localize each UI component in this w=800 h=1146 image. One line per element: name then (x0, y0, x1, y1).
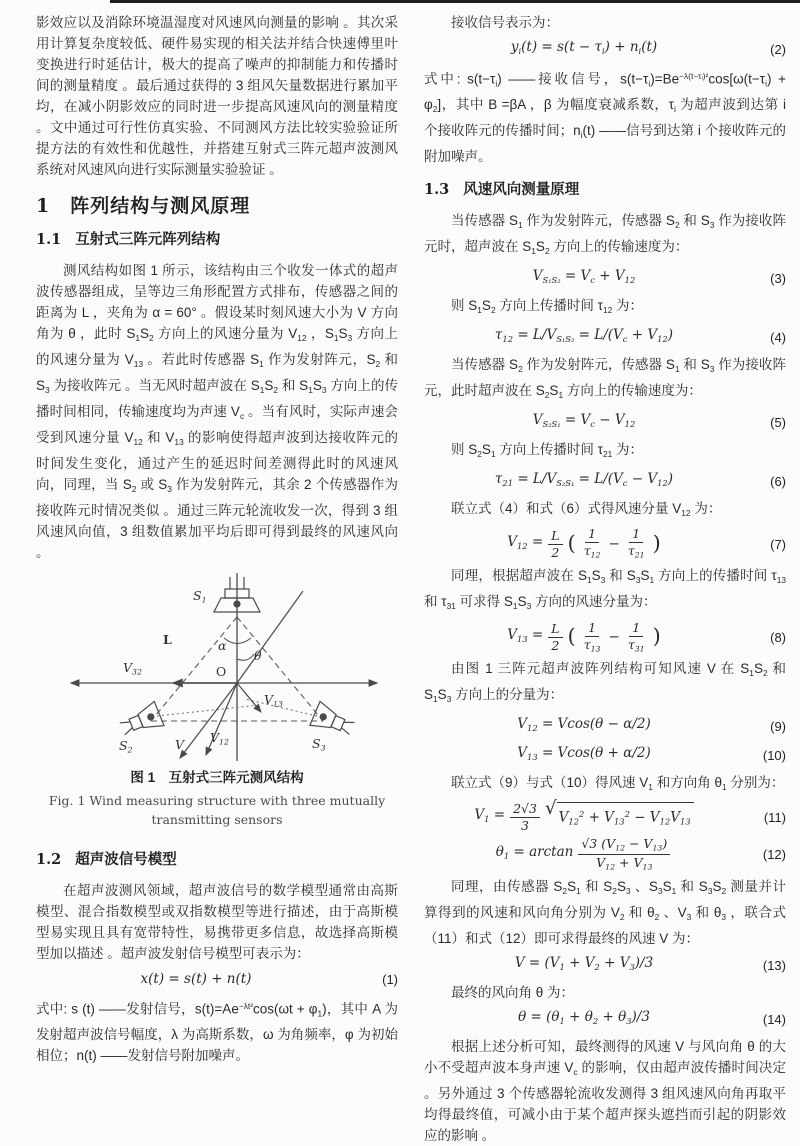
label-o: O (216, 663, 227, 679)
eq8-frac-l-over-2: $\frac{L}{2}$ (548, 622, 562, 653)
equation-5 (424, 410, 786, 435)
eq7-close-paren: ) (652, 530, 661, 555)
equation-14 (424, 1007, 786, 1032)
eq11-radical: √ $V_{12}^2 + V_{13}^2 - V_{12}V_{13}$ (545, 802, 694, 833)
page-top-rule (110, 0, 800, 3)
eq5-expression: $V_{S_2S_1} = V_c - V_{12}$ (532, 411, 636, 429)
eq4-expression: $\tau_{12} = L/V_{S_1S_2} = L/(V_c + V_{12})$ (494, 326, 674, 344)
section-1-2-title: 超声波信号模型 (75, 851, 177, 868)
eq10-expression: $V_{13} = Vcos(\theta + \alpha/2)$ (517, 744, 651, 762)
time21-paragraph: 则 $S_2S_1$ 方向上传播时间 $\tau_{21}$ 为： (451, 441, 644, 459)
eq8-frac-tau13: $\frac{1}{\tau_{13}}$ (583, 619, 601, 654)
continuation-paragraph: 影效应以及消除环境温湿度对风速风向测量的影响 。其次采用计算复杂度较低、硬件易实现的相关法并结合快速傅里叶变换进行时延估计，极大的提高了噪声的抑制能力和传播时间的测量精度 。最后通过获得的 3 组风矢量数据进行累加平均，在减小阴影效应的同时进一步提高风速风向的测量精度 。文中通过可行性仿真实验、不同测风方法比较实验验证所提方法的有效性和优越性，并搭建互射式三阵元超声波测风系统对风速风向进行实际测量实验验证 。 (36, 15, 398, 177)
eq7-frac-l-over-2: $\frac{L}{2}$ (548, 529, 562, 560)
eq9-expression: $V_{12} = Vcos(\theta - \alpha/2)$ (517, 715, 651, 733)
eq1-expression: x(t) = s(t) + n(t) (140, 971, 252, 988)
combine-9-10-paragraph: 联立式（9）与式（10）得风速 $V_1$ 和方向角 $\theta_1$ 分别为： (451, 774, 785, 792)
label-s1: $S_1$ (193, 587, 207, 605)
eq9-number: (9) (770, 718, 786, 734)
equation-10 (424, 743, 786, 768)
eq3-number: (3) (770, 271, 786, 287)
equation-2 (424, 37, 786, 62)
eq5-number: (5) (770, 414, 786, 430)
label-s3: $S_3$ (312, 735, 326, 753)
section-1-2-heading (36, 849, 398, 871)
time12-paragraph: 则 $S_1S_2$ 方向上传播时间 $\tau_{12}$ 为： (451, 298, 644, 315)
eq13-number: (13) (762, 958, 786, 974)
eq13-expression: $V = (V_1 + V_2 + V_3)/3$ (514, 955, 654, 973)
label-theta: θ (254, 647, 262, 663)
equation-7 (424, 527, 786, 560)
left-column (36, 12, 398, 1146)
eq7-frac-tau12: $\frac{1}{\tau_{12}}$ (583, 526, 601, 561)
section-1-3-number: 1.3 (424, 181, 450, 199)
eq10-number: (10) (762, 747, 786, 763)
eq8-open-paren: ( (567, 623, 576, 648)
eq11-number: (11) (763, 809, 786, 825)
eq12-frac: $\frac{√3 (V_{12} - V_{13})}{V_{12} + V_{13}}$ (578, 837, 670, 873)
signal-model-paragraph: 在超声波测风领域，超声波信号的数学模型通常由高斯模型、混合指数模型或双指数模型等进行描述，由于高斯模型易实现且具有宽带特性，易携带更多信息，故选择高斯模型加以描述 。超声波发射信号模型可表示为： (36, 882, 398, 961)
figure-1-caption-zh: 图 1 互射式三阵元测风结构 (130, 769, 304, 785)
right-column (424, 12, 786, 1146)
same-13-paragraph: 同理，根据超声波在 $S_1S_3$ 和 $S_3S_1$ 方向上的传播时间 $\tau_{13}$ 和 $\tau_{31}$ 可求得 $S_1S_3$ 方向的风速分量为： (424, 567, 786, 611)
figure-1-caption-en (36, 791, 398, 829)
eq4-number: (4) (770, 329, 786, 345)
equation-1 (36, 968, 398, 992)
eq11-frac: $\frac{2√3}{3}$ (510, 802, 540, 833)
array-structure-paragraph: 测风结构如图 1 所示，该结构由三个收发一体式的超声波传感器组成，呈等边三角形配置方式排布，传感器之间的距离为 L ，夹角为 α = 60° 。假设某时刻风速大小为 V 方向角为 θ ，此时 $S_1S_2$ 方向上的风速分量为 $V_{12}$ ，$S_1S_3$ 方向上的风速分量为 $V_{13}$ 。若此时传感器 $S_1$ 作为发射阵元，$S_2$ 和 $S_3$ 为接收阵元 。当无风时超声波在 $S_1S_2$ 和 $S_1S_3$ 方向上的传播时间相同，传输速度均为声速 $V_c$ 。当有风时，实际声速会受到风速分量 $V_{12}$ 和 $V_{13}$ 的影响使得超声波到达接收阵元的时间发生变化，通过产生的延迟时间差测得此时的风速风向，同理，当 $S_2$ 或 $S_3$ 作为发射阵元，其余 2 个传感器作为接收阵元时情况类似 。通过三阵元轮流收发一次，得到 3 组风速风向值，3 组数值累加平均后即可得到最终的风速风向 。 (36, 263, 398, 560)
eq8-minus: − (608, 628, 620, 645)
eq7-frac-tau21: $\frac{1}{\tau_{21}}$ (627, 526, 645, 561)
equation-6 (424, 469, 786, 494)
figure-1-caption-en-line1: Fig. 1 Wind measuring structure with three mutually (48, 792, 386, 808)
label-alpha: α (218, 637, 227, 653)
label-v12: $V_{12}$ (210, 729, 229, 747)
eq1-number: (1) (382, 972, 398, 988)
eq8-number: (8) (770, 629, 786, 645)
figure-1-caption-en-line2: transmitting sensors (151, 811, 283, 827)
theta-angle-arc (237, 654, 254, 660)
eq7-lhs: $V_{12}$ = (507, 533, 544, 551)
equation-12 (424, 837, 786, 873)
tx-s1-paragraph: 当传感器 $S_1$ 作为发射阵元，传感器 $S_2$ 和 $S_3$ 作为接收阵元时，超声波在 $S_1S_2$ 方向上的传输速度为： (424, 213, 786, 257)
eq12-lhs: $\theta_1 = \arctan$ (495, 844, 574, 861)
combine-4-6-paragraph: 联立式（4）和式（6）式得风速分量 $V_{12}$ 为： (451, 500, 722, 518)
eq14-expression: $\theta = (\theta_1 + \theta_2 + \theta_3)/3$ (518, 1009, 650, 1027)
dotted-projection-left (157, 705, 259, 716)
eq8-close-paren: ) (652, 623, 661, 648)
eq2-notation-paragraph: 式中: $s(t-\tau_i)$ ——接收信号，$s(t-\tau_i)=Be^{-\lambda(t-\tau ᵢ)^2}\cos[\omega(t-\tau_i) + \varphi_2]$，其中 B =βA ，β 为幅度衰减系数，$\tau_i$ 为超声波到达第 i 个接收阵元的传播时间；$n_i(t)$ ——信号到达第 i 个接收阵元的附加噪声。 (424, 70, 786, 165)
label-v13: $V_{13}$ (264, 691, 283, 709)
section-1-1-number: 1.1 (36, 231, 62, 248)
label-v: V (175, 736, 185, 752)
section-1-title: 阵列结构与测风原理 (70, 196, 251, 217)
eq11-lhs: $V_1$ = (474, 806, 506, 824)
conclusion-paragraph: 根据上述分析可知，最终测得的风速 V 与风向角 θ 的大小不受超声波本身声速 $V_c$ 的影响，仅由超声波传播时间决定 。另外通过 3 个传感器轮流收发测得 3 组风速风向角再取平均得最终值，可减小由于某个超声探头遮挡而引起的阴影效应的影响 。 (424, 1039, 786, 1143)
tx-s2-paragraph: 当传感器 $S_2$ 作为发射阵元，传感器 $S_1$ 和 $S_3$ 作为接收阵元，此时超声波在 $S_2S_1$ 方向上的传输速度为： (424, 356, 786, 400)
section-1-1-title: 互射式三阵元阵列结构 (75, 232, 221, 248)
eq7-number: (7) (770, 536, 786, 552)
eq1-notation-paragraph: 式中: s (t) ——发射信号，$s(t)=Ae^{-\lambda t^2}\cos(\omega t + \varphi_1)$，其中 A 为发射超声波信号幅度，λ 为高斯系数，ω 为角频率，φ 为初始相位；n(t) ——发射信号附加噪声。 (36, 1000, 398, 1064)
eq14-number: (14) (762, 1012, 786, 1028)
equation-13 (424, 953, 786, 978)
eq3-expression: $V_{S_1S_2} = V_c + V_{12}$ (532, 268, 636, 286)
eq6-number: (6) (770, 473, 786, 489)
eq8-lhs: $V_{13}$ = (507, 626, 544, 644)
eq8-frac-tau31: $\frac{1}{\tau_{31}}$ (627, 619, 645, 654)
wind-direction-line (237, 591, 303, 683)
eq2-number: (2) (770, 41, 786, 57)
equation-3 (424, 266, 786, 291)
same-other-sensors-paragraph: 同理，由传感器 $S_2S_1$ 和 $S_2S_3$ 、$S_3S_1$ 和 $S_3S_2$ 测量并计算得到的风速和风向角分别为 $V_2$ 和 $\theta_2$ 、$V_3$ 和 $\theta_3$ ，联合式（11）和式（12）即可求得最终的风速 V 为： (424, 879, 786, 947)
eq2-expression: $y_i(t) = s(t - \tau_i) + n_i(t)$ (510, 39, 658, 56)
receive-signal-intro: 接收信号表示为： (451, 15, 559, 30)
section-1-3-title: 风速风向测量原理 (463, 182, 580, 199)
eq7-minus: − (608, 535, 620, 552)
eq6-expression: $\tau_{21} = L/V_{S_2S_1} = L/(V_c - V_{12})$ (494, 470, 674, 488)
section-1-number: 1 (36, 195, 51, 217)
section-1-heading (36, 196, 398, 217)
eq12-number: (12) (762, 847, 786, 862)
equation-4 (424, 325, 786, 350)
section-1-3-heading (424, 179, 786, 201)
section-1-2-number: 1.2 (36, 850, 62, 868)
final-direction-paragraph: 最终的风向角 θ 为： (451, 985, 575, 1001)
equation-11 (424, 797, 786, 833)
figure-1 (47, 571, 387, 763)
equation-9 (424, 714, 786, 739)
eq7-open-paren: ( (567, 530, 576, 555)
label-v32: $V_{32}$ (123, 659, 142, 677)
label-s2: $S_2$ (119, 737, 133, 755)
equation-8 (424, 621, 786, 654)
v13-vector-arrow (237, 683, 261, 712)
from-figure-paragraph: 由图 1 三阵元超声波阵列结构可知风速 V 在 $S_1S_2$ 和 $S_1S_3$ 方向上的分量为： (424, 661, 786, 704)
label-l: L (163, 631, 172, 647)
section-1-1-heading (36, 229, 398, 251)
